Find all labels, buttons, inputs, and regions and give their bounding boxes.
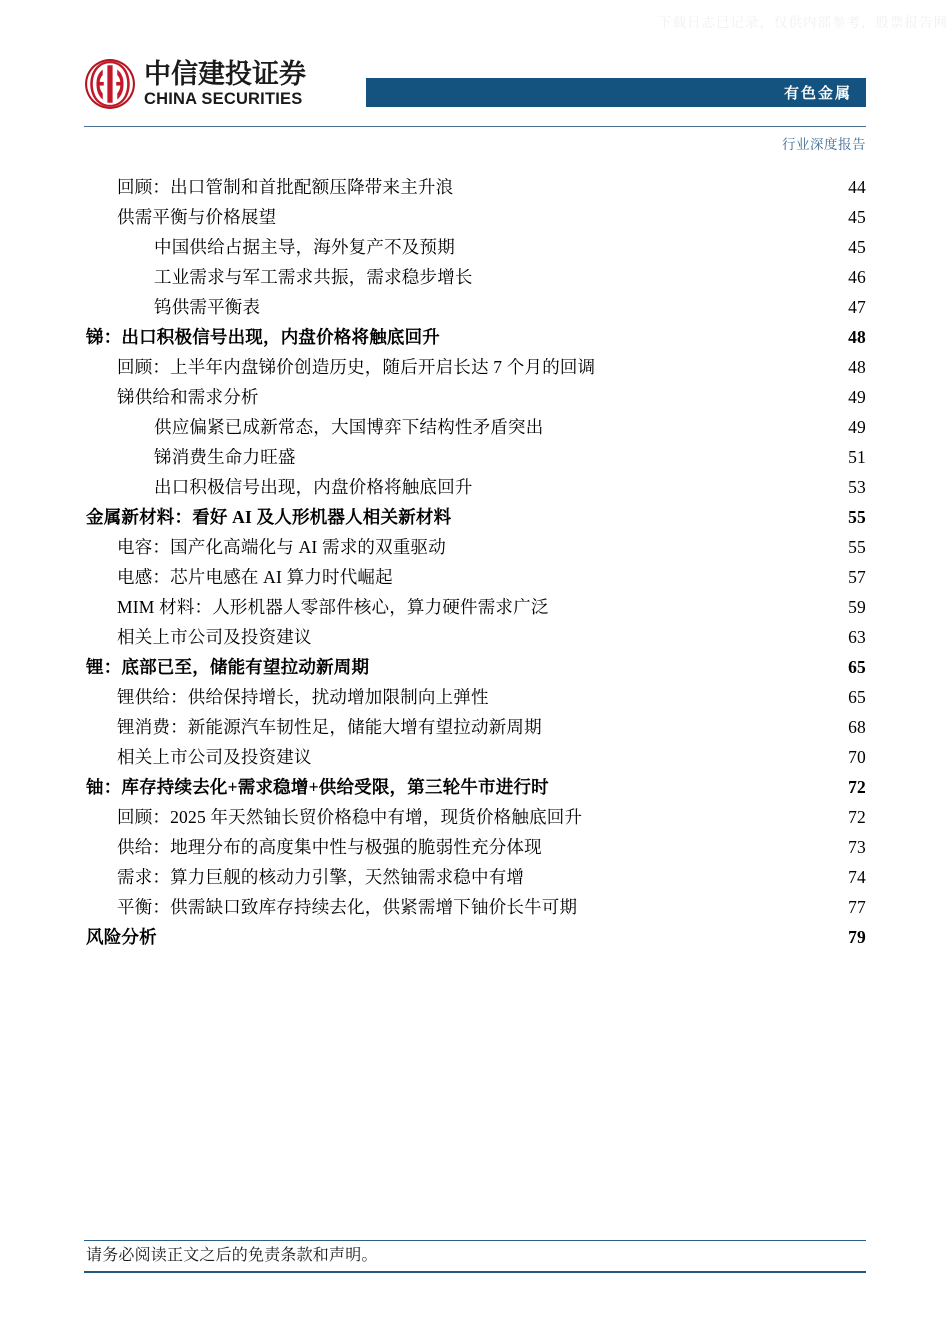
toc-entry[interactable] [0, 892, 950, 922]
toc-entry-title: 锂消费：新能源汽车韧性足，储能大增有望拉动新周期 [117, 717, 542, 737]
toc-leader-dots [277, 204, 835, 222]
toc-leader-dots [158, 924, 835, 942]
toc-leader-dots [578, 894, 835, 912]
toc-entry-title: 中国供给占据主导，海外复产不及预期 [154, 237, 455, 257]
toc-entry-page-number: 72 [848, 777, 866, 797]
toc-entry[interactable] [0, 352, 950, 382]
toc-entry[interactable] [0, 532, 950, 562]
toc-entry-page-number: 49 [848, 417, 866, 437]
toc-entry-title: 相关上市公司及投资建议 [117, 627, 312, 647]
toc-entry-page-number: 73 [848, 837, 866, 857]
page-header [84, 52, 866, 124]
toc-entry-title: 回顾：上半年内盘锑价创造历史，随后开启长达 7 个月的回调 [117, 357, 596, 377]
toc-leader-dots [297, 444, 835, 462]
toc-leader-dots [456, 234, 835, 252]
toc-entry-page-number: 45 [848, 207, 866, 227]
toc-entry[interactable] [0, 292, 950, 322]
toc-entry[interactable] [0, 442, 950, 472]
toc-entry[interactable] [0, 832, 950, 862]
toc-leader-dots [525, 864, 835, 882]
toc-entry[interactable] [0, 592, 950, 622]
toc-leader-dots [544, 414, 835, 432]
toc-entry[interactable] [0, 202, 950, 232]
toc-leader-dots [313, 624, 835, 642]
toc-leader-dots [596, 354, 835, 372]
toc-entry-title: 风险分析 [86, 927, 157, 947]
footer-disclaimer: 请务必阅读正文之后的免责条款和声明。 [86, 1247, 378, 1264]
page-footer [84, 1240, 866, 1273]
toc-leader-dots [394, 564, 835, 582]
header-divider [84, 126, 866, 127]
toc-leader-dots [543, 714, 835, 732]
toc-entry-title: 铀：库存持续去化+需求稳增+供给受限，第三轮牛市进行时 [86, 777, 549, 797]
toc-leader-dots [260, 384, 835, 402]
toc-entry-title: 锑：出口积极信号出现，内盘价格将触底回升 [86, 327, 440, 347]
toc-entry-page-number: 47 [848, 297, 866, 317]
toc-leader-dots [474, 264, 835, 282]
toc-leader-dots [261, 294, 835, 312]
toc-entry-page-number: 65 [848, 687, 866, 707]
toc-entry[interactable] [0, 322, 950, 352]
toc-leader-dots [370, 654, 835, 672]
toc-entry-page-number: 55 [848, 507, 866, 527]
toc-entry-title: 工业需求与军工需求共振，需求稳步增长 [154, 267, 473, 287]
toc-entry[interactable] [0, 712, 950, 742]
toc-entry-page-number: 79 [848, 927, 866, 947]
toc-entry-page-number: 46 [848, 267, 866, 287]
toc-leader-dots [583, 804, 835, 822]
toc-entry-page-number: 70 [848, 747, 866, 767]
toc-entry-title: 电容：国产化高端化与 AI 需求的双重驱动 [117, 537, 446, 557]
toc-entry-title: 钨供需平衡表 [154, 297, 261, 317]
toc-leader-dots [550, 594, 835, 612]
toc-entry-page-number: 57 [848, 567, 866, 587]
toc-entry[interactable] [0, 862, 950, 892]
toc-entry[interactable] [0, 922, 950, 952]
toc-entry-title: 锂供给：供给保持增长，扰动增加限制向上弹性 [117, 687, 489, 707]
toc-entry[interactable] [0, 562, 950, 592]
toc-entry-title: 供给：地理分布的高度集中性与极强的脆弱性充分体现 [117, 837, 542, 857]
toc-entry-title: 锑消费生命力旺盛 [154, 447, 296, 467]
toc-entry[interactable] [0, 622, 950, 652]
toc-entry-title: 平衡：供需缺口致库存持续去化，供紧需增下铀价长牛可期 [117, 897, 578, 917]
toc-entry[interactable] [0, 412, 950, 442]
industry-banner-label: 有色金属 [783, 85, 852, 102]
toc-entry-title: 相关上市公司及投资建议 [117, 747, 312, 767]
report-type-label: 行业深度报告 [782, 137, 866, 152]
toc-entry-title: 电感：芯片电感在 AI 算力时代崛起 [117, 567, 393, 587]
toc-entry-page-number: 48 [848, 357, 866, 377]
toc-entry-title: 需求：算力巨舰的核动力引擎，天然铀需求稳中有增 [117, 867, 525, 887]
toc-entry[interactable] [0, 262, 950, 292]
toc-leader-dots [313, 744, 835, 762]
toc-entry-title: 锑供给和需求分析 [117, 387, 259, 407]
toc-entry-page-number: 63 [848, 627, 866, 647]
toc-entry-title: 供应偏紧已成新常态，大国博弈下结构性矛盾突出 [154, 417, 544, 437]
toc-leader-dots [474, 474, 835, 492]
toc-entry-page-number: 77 [848, 897, 866, 917]
toc-entry[interactable] [0, 742, 950, 772]
footer-divider-bottom [84, 1271, 866, 1273]
toc-leader-dots [454, 174, 835, 192]
toc-leader-dots [441, 324, 835, 342]
toc-entry-title: 出口积极信号出现，内盘价格将触底回升 [154, 477, 473, 497]
toc-leader-dots [447, 534, 835, 552]
toc-entry-title: 锂：底部已至，储能有望拉动新周期 [86, 657, 370, 677]
toc-entry-page-number: 74 [848, 867, 866, 887]
toc-entry-page-number: 45 [848, 237, 866, 257]
industry-banner [366, 78, 866, 107]
logo-english-name: CHINA SECURITIES [144, 89, 303, 108]
toc-entry-title: MIM 材料：人形机器人零部件核心，算力硬件需求广泛 [117, 597, 549, 617]
toc-leader-dots [543, 834, 835, 852]
toc-entry-title: 金属新材料：看好 AI 及人形机器人相关新材料 [86, 507, 452, 527]
logo-wordmark [144, 58, 306, 108]
company-logo [84, 58, 306, 110]
toc-leader-dots [490, 684, 835, 702]
toc-entry-page-number: 48 [848, 327, 866, 347]
table-of-contents [0, 172, 950, 952]
toc-leader-dots [452, 504, 835, 522]
toc-entry-title: 回顾：2025 年天然铀长贸价格稳中有增，现货价格触底回升 [117, 807, 583, 827]
toc-entry-title: 供需平衡与价格展望 [117, 207, 277, 227]
toc-entry[interactable] [0, 502, 950, 532]
toc-entry-page-number: 49 [848, 387, 866, 407]
toc-entry[interactable] [0, 232, 950, 262]
csc-logo-icon [84, 58, 136, 110]
toc-entry-page-number: 68 [848, 717, 866, 737]
toc-leader-dots [550, 774, 835, 792]
toc-entry-title: 回顾：出口管制和首批配额压降带来主升浪 [117, 177, 454, 197]
toc-entry[interactable] [0, 682, 950, 712]
toc-entry-page-number: 53 [848, 477, 866, 497]
toc-entry[interactable] [0, 772, 950, 802]
toc-entry-page-number: 51 [848, 447, 866, 467]
toc-entry[interactable] [0, 802, 950, 832]
toc-entry-page-number: 44 [848, 177, 866, 197]
toc-entry[interactable] [0, 172, 950, 202]
watermark-text: 下载日志已记录，仅供内部参考，股票报告网 [658, 15, 948, 30]
toc-entry-page-number: 55 [848, 537, 866, 557]
toc-entry-page-number: 65 [848, 657, 866, 677]
logo-chinese-name: 中信建投证券 [144, 58, 306, 89]
toc-entry-page-number: 72 [848, 807, 866, 827]
toc-entry[interactable] [0, 652, 950, 682]
toc-entry-page-number: 59 [848, 597, 866, 617]
toc-entry[interactable] [0, 472, 950, 502]
toc-entry[interactable] [0, 382, 950, 412]
